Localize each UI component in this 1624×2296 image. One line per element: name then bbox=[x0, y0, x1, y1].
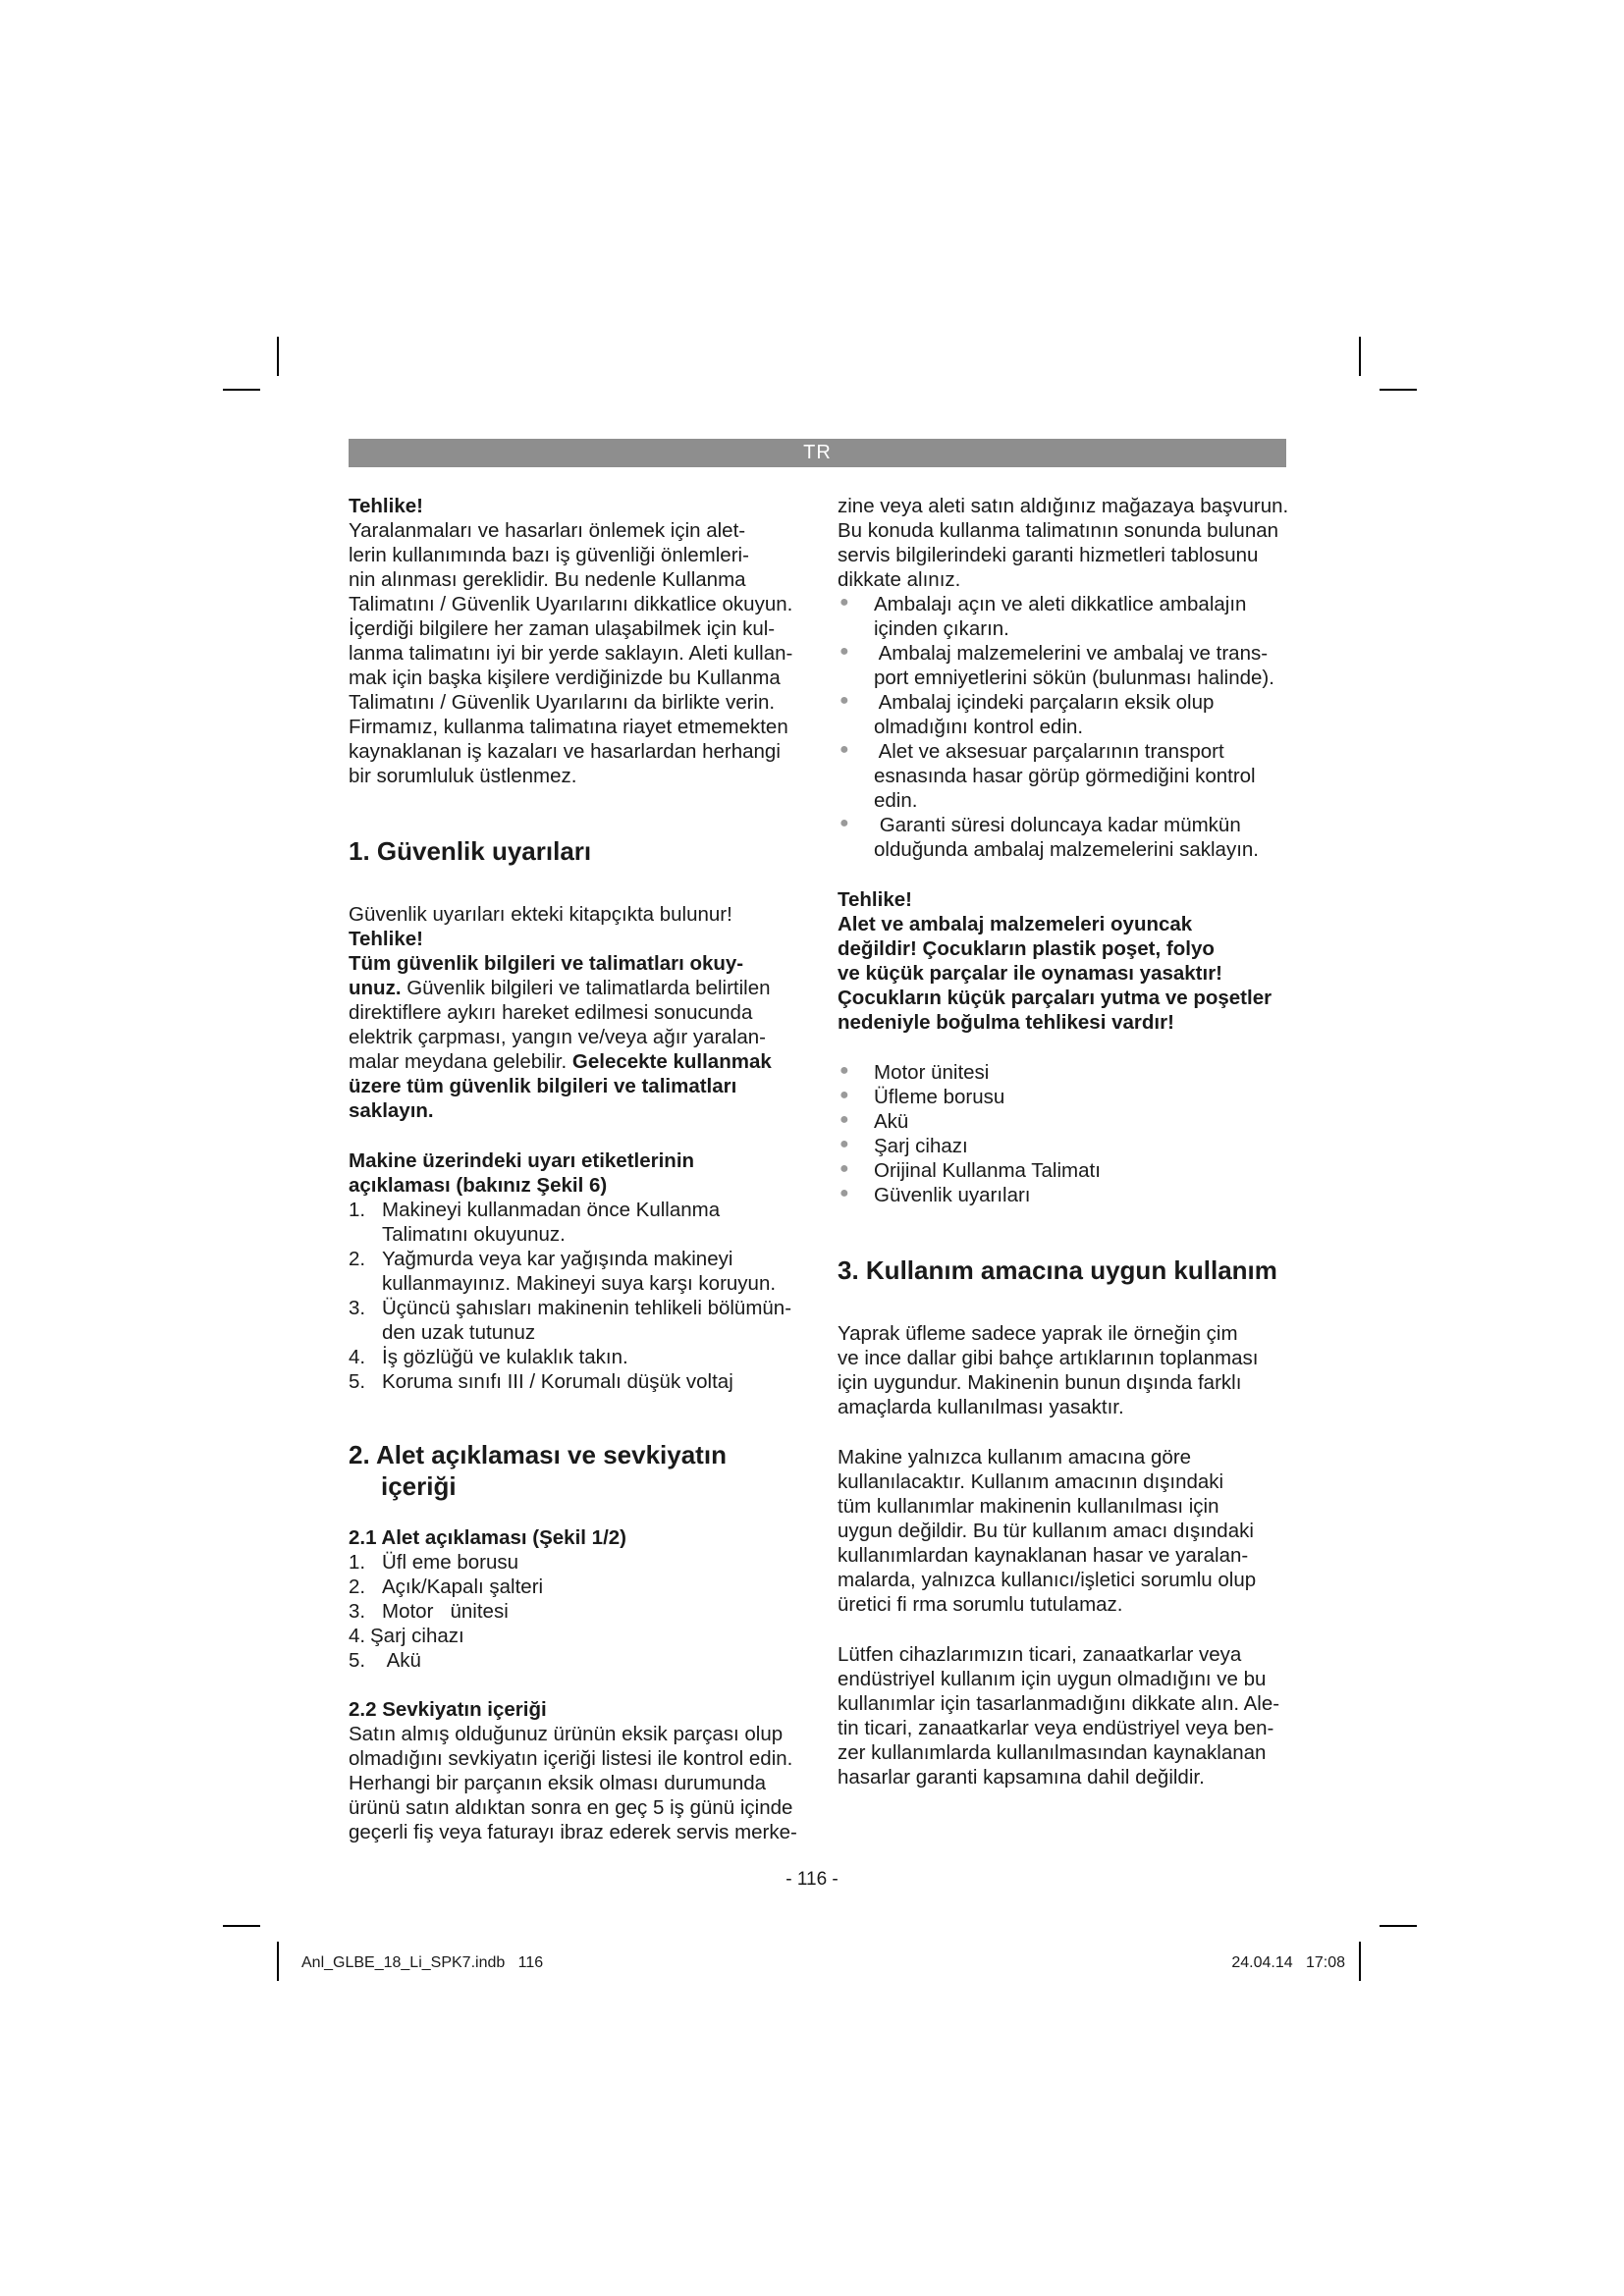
bold-span: Gelecekte kullanmak bbox=[571, 1050, 772, 1073]
text-line: nin alınması gereklidir. Bu nedenle Kullanma bbox=[349, 568, 746, 591]
item-text: Makineyi kullanmadan önce Kullanma Talimatını okuyunuz. bbox=[382, 1199, 721, 1246]
item-number: 5. bbox=[349, 1649, 366, 1672]
item-text: Orijinal Kullanma Talimatı bbox=[874, 1159, 1101, 1182]
list-item bbox=[349, 1296, 805, 1345]
parts-list bbox=[349, 1550, 805, 1673]
list-item bbox=[349, 1648, 805, 1673]
text-line: Herhangi bir parçanın eksik olması durumunda bbox=[349, 1772, 767, 1794]
item-number: 1. bbox=[349, 1551, 366, 1574]
text-line: Talimatını / Güvenlik Uyarılarını da birlikte verin. bbox=[349, 691, 776, 714]
list-item bbox=[349, 1198, 805, 1247]
text-line: İçerdiği bilgilere her zaman ulaşabilmek için kul- bbox=[349, 617, 776, 640]
text-line: dikkate alınız. bbox=[838, 568, 961, 591]
warning-labels-list bbox=[349, 1198, 805, 1394]
crop-mark bbox=[277, 1942, 279, 1981]
list-item bbox=[838, 690, 1294, 739]
language-header-bar: TR bbox=[349, 439, 1286, 467]
text-line: ve ince dallar gibi bahçe artıklarının toplanması bbox=[838, 1347, 1259, 1369]
item-text: Yağmurda veya kar yağışında makineyi kullanmayınız. Makineyi suya karşı koruyun. bbox=[382, 1248, 777, 1295]
item-text: Motor ünitesi bbox=[382, 1600, 509, 1623]
text-line: bir sorumluluk üstlenmez. bbox=[349, 765, 577, 787]
text-line: uygun değildir. Bu tür kullanım amacı dışındaki bbox=[838, 1520, 1254, 1542]
text-line: saklayın. bbox=[349, 1099, 434, 1122]
list-item bbox=[838, 1183, 1294, 1207]
item-text: Alet ve aksesuar parçalarının transport esnasında hasar görüp görmediğini kontrol edin. bbox=[874, 740, 1256, 812]
item-number: 2. bbox=[349, 1575, 366, 1598]
heading-line: içeriği bbox=[381, 1471, 457, 1501]
text-line: kullanılacaktır. Kullanım amacının dışındaki bbox=[838, 1470, 1224, 1493]
warning-labels-block bbox=[349, 1148, 805, 1394]
page-number: - 116 - bbox=[785, 1869, 839, 1890]
text-line: Lütfen cihazlarımızın ticari, zanaatkarlar veya bbox=[838, 1643, 1242, 1666]
delivery-contents-list bbox=[838, 1060, 1294, 1207]
item-text: Üfl eme borusu bbox=[382, 1551, 519, 1574]
text-line: Talimatını / Güvenlik Uyarılarını dikkatlice okuyun. bbox=[349, 593, 793, 615]
text-line: geçerli fiş veya faturayı ibraz ederek servis merke- bbox=[349, 1821, 797, 1843]
intro-warning bbox=[349, 494, 805, 788]
footer-timestamp: 24.04.14 17:08 bbox=[1231, 1954, 1345, 1971]
text-line: Alet ve ambalaj malzemeleri oyuncak bbox=[838, 913, 1193, 935]
text-line: tüm kullanımlar makinenin kullanılması için bbox=[838, 1495, 1219, 1518]
bullet-icon: ● bbox=[839, 1087, 849, 1103]
text-line: Makine yalnızca kullanım amacına göre bbox=[838, 1446, 1192, 1468]
section-1-heading: 1. Güvenlik uyarıları bbox=[349, 836, 592, 866]
crop-mark bbox=[1380, 389, 1417, 391]
section-2-2 bbox=[349, 1697, 805, 1844]
section-2-2-heading: 2.2 Sevkiyatın içeriği bbox=[349, 1698, 547, 1721]
crop-mark bbox=[1380, 1925, 1417, 1927]
item-text: Açık/Kapalı şalteri bbox=[382, 1575, 544, 1598]
text-line: Yaprak üfleme sadece yaprak ile örneğin çim bbox=[838, 1322, 1238, 1345]
text-line: kaynaklanan iş kazaları ve hasarlardan herhangi bbox=[349, 740, 781, 763]
text-span: malar meydana gelebilir. bbox=[349, 1050, 572, 1073]
text-line: değildir! Çocukların plastik poşet, folyo bbox=[838, 937, 1215, 960]
text-line bbox=[349, 976, 805, 1000]
item-text: Ambalaj malzemelerini ve ambalaj ve trans- port emniyetlerini sökün (bulunması halinde). bbox=[874, 642, 1274, 689]
item-text: Ambalajı açın ve aleti dikkatlice ambalajın içinden çıkarın. bbox=[874, 593, 1247, 640]
text-line: için uygundur. Makinenin bunun dışında farklı bbox=[838, 1371, 1242, 1394]
bullet-icon: ● bbox=[839, 1062, 849, 1079]
item-text: Şarj cihazı bbox=[874, 1135, 968, 1157]
item-number: 3. bbox=[349, 1297, 366, 1319]
item-number: 3. bbox=[349, 1600, 366, 1623]
bullet-icon: ● bbox=[839, 741, 849, 758]
item-number: 1. bbox=[349, 1199, 366, 1221]
text-line: direktiflere aykırı hareket edilmesi sonucunda bbox=[349, 1001, 753, 1024]
item-text: Güvenlik uyarıları bbox=[874, 1184, 1031, 1206]
text-line: kullanımlardan kaynaklanan hasar ve yaralan- bbox=[838, 1544, 1249, 1567]
text-line: lerin kullanımında bazı iş güvenliği önlemleri- bbox=[349, 544, 749, 566]
list-item bbox=[838, 641, 1294, 690]
text-line: Çocukların küçük parçaları yutma ve poşetler bbox=[838, 987, 1272, 1009]
list-item bbox=[838, 1158, 1294, 1183]
item-number: 4. bbox=[349, 1625, 366, 1647]
list-item bbox=[838, 813, 1294, 862]
list-item bbox=[349, 1369, 805, 1394]
section-3-paragraph bbox=[838, 1321, 1294, 1419]
text-line: mak için başka kişilere verdiğinizde bu Kullanma bbox=[349, 667, 781, 689]
list-item bbox=[349, 1247, 805, 1296]
section-1-body bbox=[349, 902, 805, 1123]
list-item bbox=[838, 1109, 1294, 1134]
section-2-2-continued bbox=[838, 494, 1294, 592]
section-1-warning-title: Tehlike! bbox=[349, 928, 423, 950]
item-text: Garanti süresi doluncaya kadar mümkün olduğunda ambalaj malzemelerini saklayın. bbox=[874, 814, 1259, 861]
item-number: 2. bbox=[349, 1248, 366, 1270]
text-line: Firmamız, kullanma talimatına riayet etmemekten bbox=[349, 716, 788, 738]
text-line: Bu konuda kullanma talimatının sonunda bulunan bbox=[838, 519, 1279, 542]
section-3-paragraph bbox=[838, 1642, 1294, 1789]
text-line: servis bilgilerindeki garanti hizmetleri tablosunu bbox=[838, 544, 1259, 566]
text-line bbox=[349, 1049, 805, 1074]
text-line: endüstriyel kullanım için uygun olmadığını ve bu bbox=[838, 1668, 1267, 1690]
text-line: olmadığını sevkiyatın içeriği listesi ile kontrol edin. bbox=[349, 1747, 793, 1770]
section-2-heading bbox=[349, 1439, 805, 1502]
list-item bbox=[349, 1624, 805, 1648]
text-line: elektrik çarpması, yangın ve/veya ağır yaralan- bbox=[349, 1026, 766, 1048]
text-line: Yaralanmaları ve hasarları önlemek için alet- bbox=[349, 519, 746, 542]
left-column bbox=[349, 494, 805, 1844]
text-line: üretici fi rma sorumlu tutulamaz. bbox=[838, 1593, 1123, 1616]
section-2-1-heading: 2.1 Alet açıklaması (Şekil 1/2) bbox=[349, 1526, 626, 1549]
unpacking-checklist bbox=[838, 592, 1294, 862]
item-text: İş gözlüğü ve kulaklık takın. bbox=[382, 1346, 628, 1368]
bullet-icon: ● bbox=[839, 1111, 849, 1128]
crop-mark bbox=[1359, 1942, 1361, 1981]
item-text: Üfleme borusu bbox=[874, 1086, 1005, 1108]
text-span: Güvenlik bilgileri ve talimatlarda belirtilen bbox=[401, 977, 771, 999]
warning-title: Tehlike! bbox=[838, 888, 912, 911]
crop-mark bbox=[223, 1925, 260, 1927]
section-3-paragraph bbox=[838, 1445, 1294, 1617]
text-line: Tüm güvenlik bilgileri ve talimatları okuy- bbox=[349, 952, 744, 975]
text-line: lanma talimatını iyi bir yerde saklayın. Aleti kullan- bbox=[349, 642, 793, 665]
bullet-icon: ● bbox=[839, 692, 849, 709]
text-line: ürünü satın aldıktan sonra en geç 5 iş günü içinde bbox=[349, 1796, 793, 1819]
list-item bbox=[349, 1599, 805, 1624]
heading-line: 2. Alet açıklaması ve sevkiyatın bbox=[349, 1440, 727, 1469]
text-line: kullanımlar için tasarlanmadığını dikkate alın. Ale- bbox=[838, 1692, 1280, 1715]
text-line: hasarlar garanti kapsamına dahil değildir. bbox=[838, 1766, 1205, 1789]
item-text: Akü bbox=[382, 1649, 421, 1672]
bold-span: unuz. bbox=[349, 977, 402, 999]
crop-mark bbox=[277, 337, 279, 376]
text-line: amaçlarda kullanılması yasaktır. bbox=[838, 1396, 1124, 1418]
item-text: Şarj cihazı bbox=[370, 1625, 464, 1647]
warning-labels-heading: açıklaması (bakınız Şekil 6) bbox=[349, 1174, 608, 1197]
right-column bbox=[838, 494, 1294, 1789]
bullet-icon: ● bbox=[839, 1136, 849, 1152]
item-number: 4. bbox=[349, 1346, 366, 1368]
list-item bbox=[349, 1345, 805, 1369]
item-text: Motor ünitesi bbox=[874, 1061, 990, 1084]
packaging-warning bbox=[838, 887, 1294, 1035]
list-item bbox=[838, 1060, 1294, 1085]
bullet-icon: ● bbox=[839, 643, 849, 660]
bullet-icon: ● bbox=[839, 1160, 849, 1177]
text-line: Satın almış olduğunuz ürünün eksik parçası olup bbox=[349, 1723, 784, 1745]
text-line: zer kullanımlarda kullanılmasından kaynaklanan bbox=[838, 1741, 1267, 1764]
text-line: malarda, yalnızca kullanıcı/işletici sorumlu olup bbox=[838, 1569, 1257, 1591]
text-line: Güvenlik uyarıları ekteki kitapçıkta bulunur! bbox=[349, 903, 732, 926]
bullet-icon: ● bbox=[839, 594, 849, 611]
warning-labels-heading: Makine üzerindeki uyarı etiketlerinin bbox=[349, 1149, 695, 1172]
intro-title: Tehlike! bbox=[349, 495, 423, 517]
list-item bbox=[838, 1085, 1294, 1109]
section-2-1 bbox=[349, 1525, 805, 1673]
section-3-heading: 3. Kullanım amacına uygun kullanım bbox=[838, 1255, 1277, 1285]
bullet-icon: ● bbox=[839, 815, 849, 831]
crop-mark bbox=[1359, 337, 1361, 376]
text-line: ve küçük parçalar ile oynaması yasaktır! bbox=[838, 962, 1223, 985]
item-text: Koruma sınıfı III / Korumalı düşük voltaj bbox=[382, 1370, 733, 1393]
list-item bbox=[838, 1134, 1294, 1158]
bullet-icon: ● bbox=[839, 1185, 849, 1201]
text-line: zine veya aleti satın aldığınız mağazaya başvurun. bbox=[838, 495, 1289, 517]
item-number: 5. bbox=[349, 1370, 366, 1393]
text-line: üzere tüm güvenlik bilgileri ve talimatları bbox=[349, 1075, 737, 1097]
list-item bbox=[838, 592, 1294, 641]
item-text: Akü bbox=[874, 1110, 909, 1133]
crop-mark bbox=[223, 389, 260, 391]
list-item bbox=[349, 1575, 805, 1599]
item-text: Üçüncü şahısları makinenin tehlikeli bölümün- den uzak tutunuz bbox=[382, 1297, 792, 1344]
item-text: Ambalaj içindeki parçaların eksik olup olmadığını kontrol edin. bbox=[874, 691, 1215, 738]
footer-filename: Anl_GLBE_18_Li_SPK7.indb 116 bbox=[301, 1954, 544, 1971]
list-item bbox=[349, 1550, 805, 1575]
text-line: nedeniyle boğulma tehlikesi vardır! bbox=[838, 1011, 1174, 1034]
list-item bbox=[838, 739, 1294, 813]
text-line: tin ticari, zanaatkarlar veya endüstriyel veya ben- bbox=[838, 1717, 1274, 1739]
